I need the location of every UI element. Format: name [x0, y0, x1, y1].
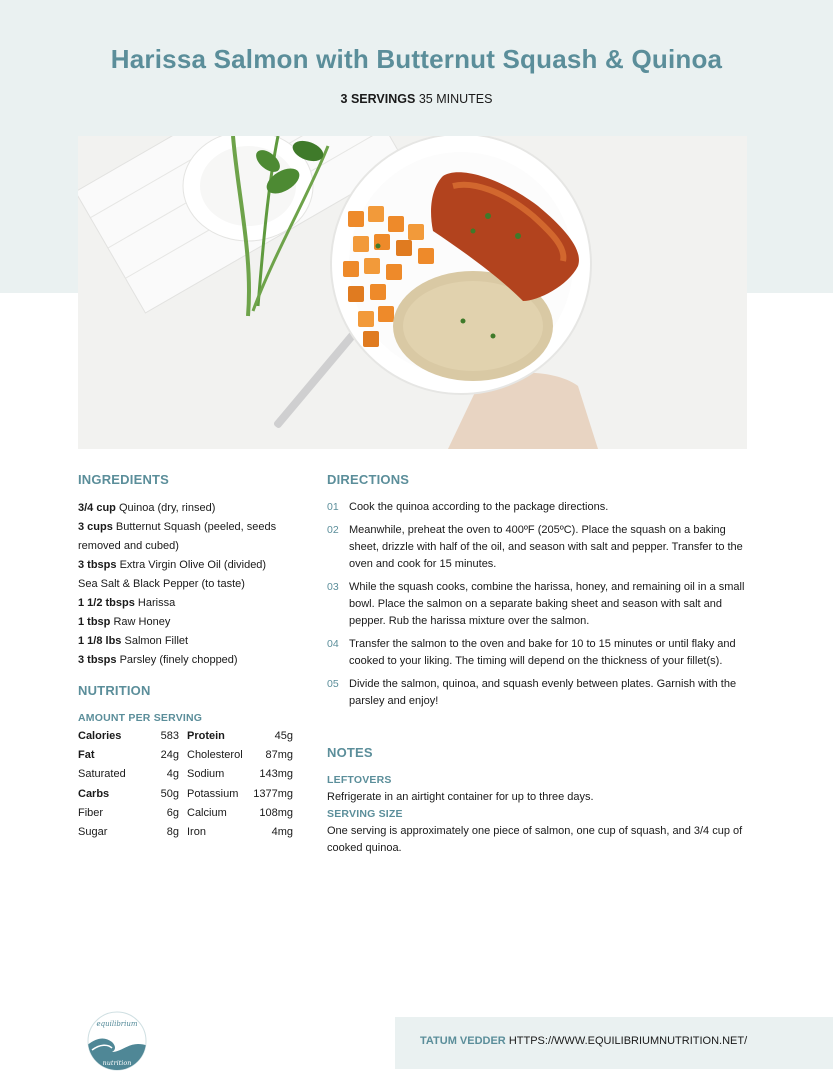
ingredient-item: [78, 613, 303, 632]
ingredient-qty: 1 tbsp: [78, 615, 111, 628]
nutrient-value: 87mg: [265, 749, 293, 762]
nutrient-value: 1377mg: [253, 787, 293, 800]
step-number: 05: [327, 678, 339, 690]
nutrition-row: [78, 768, 293, 787]
directions-list: [327, 499, 747, 716]
leftovers-heading: LEFTOVERS: [327, 774, 392, 786]
ingredient-item: [78, 556, 303, 575]
nutrient-label: Saturated: [78, 768, 126, 781]
direction-step: [327, 579, 747, 630]
ingredient-item: [78, 651, 303, 670]
nutrient-label: Cholesterol: [187, 749, 243, 762]
direction-step: [327, 522, 747, 573]
nutrient-value: 108mg: [259, 806, 293, 819]
nutrient-label: Potassium: [187, 787, 239, 800]
logo-text-bottom: nutrition: [102, 1059, 132, 1067]
ingredient-qty: 3/4 cup: [78, 502, 116, 514]
nutrition-heading: NUTRITION: [78, 683, 151, 698]
ingredient-qty: 1 1/8 lbs: [78, 634, 122, 647]
recipe-photo: [78, 136, 747, 449]
amount-per-serving-heading: AMOUNT PER SERVING: [78, 712, 203, 724]
nutrient-label: Protein: [187, 730, 225, 742]
ingredient-item: [78, 575, 303, 594]
servings-label: 3 SERVINGS: [340, 92, 416, 106]
step-text: While the squash cooks, combine the harissa, honey, and remaining oil in a small bowl. Place the salmon on a separate baking sheet and season with salt and pepper. Rub the harissa mixture over the salmon.: [349, 581, 745, 627]
ingredient-qty: 1 1/2 tbsps: [78, 596, 135, 609]
ingredient-name: Quinoa (dry, rinsed): [118, 502, 216, 514]
nutrition-table: [78, 730, 293, 845]
ingredient-qty: 3 tbsps: [78, 653, 117, 666]
nutrient-value: 8g: [166, 825, 179, 838]
step-text: Meanwhile, preheat the oven to 400ºF (205ºC). Place the squash on a baking sheet, drizzle with half of the oil, and season with salt and pepper. Transfer to the oven and cook for 15 minutes.: [349, 524, 743, 570]
nutrient-label: Fiber: [78, 806, 104, 819]
footer-credit: [420, 1035, 747, 1047]
direction-step: [327, 676, 747, 710]
logo-text-top: equilibrium: [96, 1020, 138, 1028]
nutrient-value: 583: [160, 730, 179, 742]
ingredient-item: [78, 594, 303, 613]
nutrition-row: [78, 749, 293, 768]
nutrient-value: 6g: [166, 806, 179, 819]
ingredient-name: Sea Salt & Black Pepper (to taste): [78, 577, 245, 590]
nutrient-label: Sugar: [78, 825, 108, 838]
equilibrium-logo: [86, 1010, 148, 1072]
step-number: 03: [327, 581, 339, 593]
direction-step: [327, 499, 747, 516]
step-number: 02: [327, 524, 339, 536]
ingredient-item: [78, 518, 303, 555]
ingredient-qty: 3 cups: [78, 521, 113, 533]
nutrient-label: Iron: [187, 825, 206, 838]
dish-illustration: [78, 136, 747, 449]
notes-section: [327, 772, 747, 857]
nutrient-label: Calories: [78, 730, 122, 742]
step-number: 01: [327, 501, 339, 513]
step-text: Transfer the salmon to the oven and bake for 10 to 15 minutes or until flaky and cooked to your liking. The timing will depend on the thickness of your fillet(s).: [349, 638, 736, 667]
step-number: 04: [327, 638, 339, 650]
ingredient-item: [78, 499, 303, 518]
serving-size-text: One serving is approximately one piece of salmon, one cup of squash, and 3/4 cup of cooked quinoa.: [327, 825, 743, 854]
nutrition-row: [78, 826, 293, 845]
ingredient-name: Butternut Squash (peeled, seeds removed and cubed): [78, 521, 277, 552]
nutrient-label: Carbs: [78, 787, 110, 800]
leftovers-text: Refrigerate in an airtight container for up to three days.: [327, 791, 594, 803]
nutrient-value: 50g: [160, 787, 179, 800]
ingredient-name: Salmon Fillet: [124, 634, 189, 647]
recipe-meta: [0, 92, 833, 106]
notes-heading: NOTES: [327, 745, 373, 760]
ingredient-name: Parsley (finely chopped): [119, 653, 238, 666]
nutrient-label: Fat: [78, 749, 95, 762]
nutrient-value: 4mg: [271, 825, 293, 838]
nutrient-value: 143mg: [259, 768, 293, 781]
nutrition-row: [78, 730, 293, 749]
ingredients-list: [78, 499, 303, 670]
direction-step: [327, 636, 747, 670]
author-name: TATUM VEDDER: [420, 1035, 506, 1047]
nutrient-value: 45g: [274, 730, 293, 742]
nutrition-row: [78, 807, 293, 826]
nutrition-row: [78, 788, 293, 807]
ingredient-qty: 3 tbsps: [78, 558, 117, 571]
recipe-title: Harissa Salmon with Butternut Squash & Quinoa: [110, 44, 723, 74]
ingredient-item: [78, 632, 303, 651]
ingredients-heading: INGREDIENTS: [78, 472, 170, 487]
directions-heading: DIRECTIONS: [327, 472, 410, 487]
nutrient-label: Calcium: [187, 806, 227, 819]
serving-size-heading: SERVING SIZE: [327, 808, 403, 820]
ingredient-name: Harissa: [137, 596, 176, 609]
step-text: Cook the quinoa according to the package directions.: [349, 501, 609, 513]
nutrient-label: Sodium: [187, 768, 225, 781]
website-link[interactable]: HTTPS://WWW.EQUILIBRIUMNUTRITION.NET/: [508, 1035, 748, 1047]
time-label: 35 MINUTES: [418, 92, 493, 106]
nutrient-value: 4g: [166, 768, 179, 781]
ingredient-name: Raw Honey: [113, 615, 171, 628]
step-text: Divide the salmon, quinoa, and squash evenly between plates. Garnish with the parsley and enjoy!: [349, 678, 737, 707]
ingredient-name: Extra Virgin Olive Oil (divided): [119, 558, 267, 571]
nutrient-value: 24g: [160, 749, 179, 762]
